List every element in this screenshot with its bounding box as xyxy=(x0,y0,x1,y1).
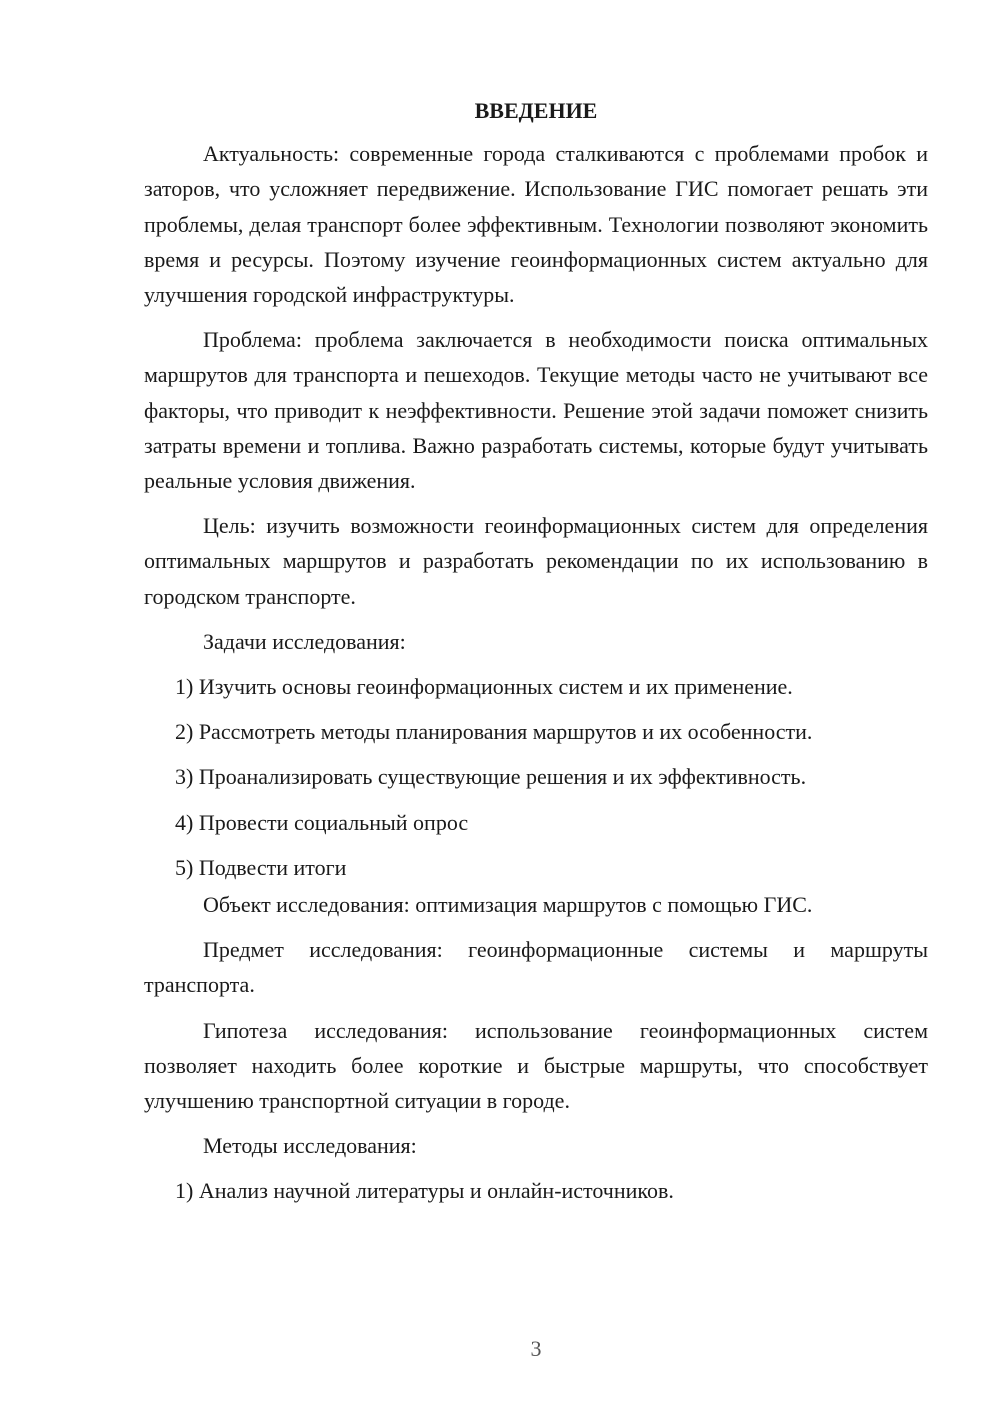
relevance-paragraph: Актуальность: современные города сталкиваются с проблемами пробок и заторов, что усложняет передвижение. Использование ГИС помогает решать эти проблемы, делая транспорт более эффективным. Технологии позволяют экономить время и ресурсы. Поэтому изучение геоинформационных систем актуально для улучшения городской инфраструктуры. xyxy=(144,141,928,308)
document-body xyxy=(144,93,928,1219)
tasks-heading: Задачи исследования: xyxy=(203,628,406,654)
page-number: 3 xyxy=(530,1336,542,1361)
methods-heading: Методы исследования: xyxy=(203,1133,417,1159)
problem-paragraph: Проблема: проблема заключается в необходимости поиска оптимальных маршрутов для транспорта и пешеходов. Текущие методы часто не учитывают все факторы, что приводит к неэффективности. Решение этой задачи поможет снизить затраты времени и топлива. Важно разработать системы, которые будут учитывать реальные условия движения. xyxy=(144,327,928,494)
list-item: 1) Анализ научной литературы и онлайн-источников. xyxy=(175,1178,674,1204)
hypothesis-paragraph: Гипотеза исследования: использование геоинформационных систем позволяет находить более короткие и быстрые маршруты, что способствует улучшению транспортной ситуации в городе. xyxy=(144,1017,928,1114)
list-item: 5) Подвести итоги xyxy=(175,854,347,880)
list-item: 1) Изучить основы геоинформационных систем и их применение. xyxy=(175,674,793,700)
list-item: 2) Рассмотреть методы планирования маршрутов и их особенности. xyxy=(175,719,813,745)
goal-paragraph: Цель: изучить возможности геоинформационных систем для определения оптимальных маршрутов и разработать рекомендации по их использованию в городском транспорте. xyxy=(144,513,928,609)
tasks-list xyxy=(144,669,928,885)
object-paragraph: Объект исследования: оптимизация маршрутов с помощью ГИС. xyxy=(203,892,813,918)
list-item: 3) Проанализировать существующие решения и их эффективность. xyxy=(175,764,807,790)
methods-list xyxy=(144,1173,928,1208)
list-item: 4) Провести социальный опрос xyxy=(175,809,469,835)
page-title: ВВЕДЕНИЕ xyxy=(474,98,598,123)
subject-paragraph: Предмет исследования: геоинформационные системы и маршруты транспорта. xyxy=(144,937,928,998)
